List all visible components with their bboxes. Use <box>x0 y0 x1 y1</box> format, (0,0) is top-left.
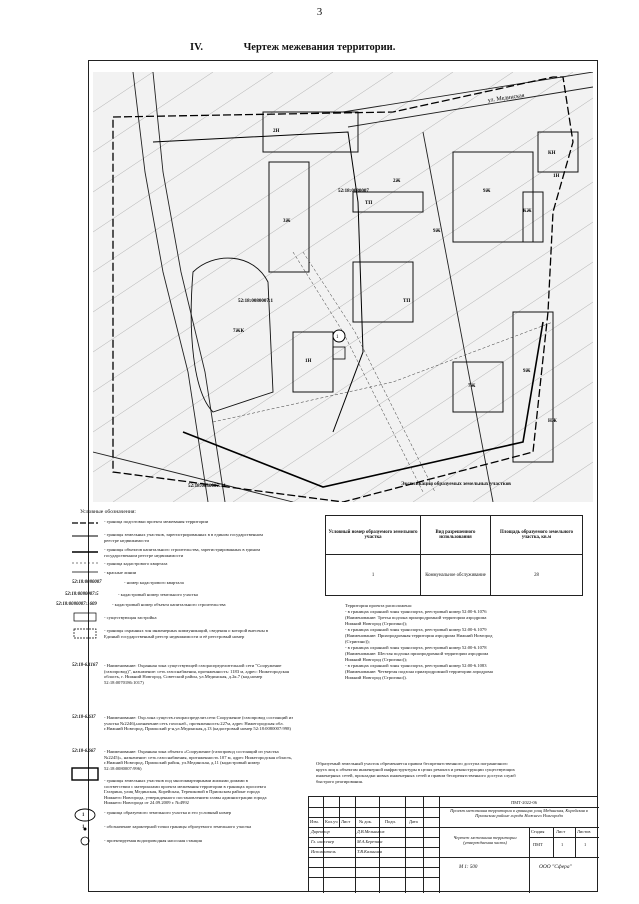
section-number: IV. <box>190 42 203 53</box>
legend-code: 52:18-6.667 <box>72 749 96 754</box>
stamp-col-header: Подп. <box>385 819 396 824</box>
note-line: Территория проекта расположена: <box>345 603 413 608</box>
legend-code: 52:18:0080007 <box>72 580 102 585</box>
legend-item: - границы земельных участков, зарегистрированных в в едином государственном реестре недвижимости <box>104 532 263 543</box>
zone-label: ТП <box>365 201 373 206</box>
legend-item: - Наименование: Охранная зона объекта «Сооружение (газопровод состоящий из участка №2245)», назначение: сеть газоснабжения, протяженность 107 м, адрес Нижегородская область, г.Нижний Новгород, Приокский район, ул.Мединская, д.11 (кадастровый номер 52:18:0080007:996) <box>104 749 293 771</box>
explication-header: Вид разрешенного использования <box>421 516 491 555</box>
note-line: (Наименование: Третья подзона приаэродромной территории аэродрома <box>345 615 487 620</box>
legend-code: 52:18:0080007:5 <box>65 592 99 597</box>
stamp-code: ПМТ-2022-06 <box>511 800 537 805</box>
zone-label: 2Н <box>273 129 280 134</box>
legend-item: - граница кадастрового квартала <box>104 561 168 566</box>
note-line: инженерных сетей, прокладки новых инженерных сетей и правом беспрепятственного доступа служб <box>316 773 516 778</box>
legend-item: - красные линии <box>104 570 137 575</box>
zone-label: НЖ <box>548 419 557 424</box>
stamp-role: Гл. инженер <box>311 839 335 844</box>
note-line: Образуемый земельный участок обременяется правом беспрепятственного доступа пограничного <box>316 761 508 766</box>
legend-item: - границы объектов капитального строительства, зарегистрированных в едином государственном реестре недвижимости <box>104 547 261 558</box>
stamp-stage-label: Стадия <box>531 829 545 834</box>
site-number: 1 <box>336 335 339 340</box>
note-line: круга лиц к объектам инженерной инфраструктуры в целях ремонта и реконструкции существующих <box>316 767 515 772</box>
note-line: (Наименование: Приаэродромная территория аэродрома Нижний Новгород <box>345 633 493 638</box>
stamp-col-header: Кол.уч <box>325 819 338 824</box>
zone-label: КЖ <box>523 209 532 214</box>
zone-label: 1Н <box>553 174 560 179</box>
explication-cell: 1 <box>326 555 421 596</box>
street-label: ул. Мединская <box>487 92 525 104</box>
stamp-col-header: № док. <box>359 819 372 824</box>
explication-cell: Коммунальное обслуживание <box>421 555 491 596</box>
stamp-sheets-value: 1 <box>584 842 587 847</box>
cadastral-quarter-label: 52:18:0080007 <box>338 189 369 194</box>
stamp-name: Т.В.Калинина <box>357 849 383 854</box>
zone-label: 7ЖК <box>233 329 245 334</box>
stamp-drawing-title: Чертеж межевания территории (утверждаемая часть) <box>453 835 517 845</box>
zone-label: 2Ж <box>393 179 401 184</box>
zone-label: 1Н <box>305 359 312 364</box>
legend-item: - границы земельных участков под многоквартирными жилыми домами в соответствии с материалами проекта межевания территории в границах проспекта Гагарина, улиц Мединская, Корейская, Терешковой в Приокском районе города Нижнего Новгорода, утвержденного постановлением главы администрации города Нижнего Новгорода от 24.09.2009 г. №4992 <box>104 778 267 806</box>
section-heading <box>190 42 395 53</box>
section-title: Чертеж межевания территории. <box>243 42 396 53</box>
explication-title: Экспликация образуемых земельных участков <box>401 481 511 487</box>
zone-label: 9Ж <box>523 369 531 374</box>
explication-cell: 28 <box>490 555 582 596</box>
legend-item: - граница подготовки проекта межевания территории <box>104 519 209 524</box>
note-line: (Наименование: Четвертая подзона приаэродромной территории аэродрома <box>345 669 493 674</box>
stamp-role: Директор <box>311 829 330 834</box>
note-line: - в границах охранной зоны транспорта, реестровый номер 52:00-6.1083 <box>345 663 487 668</box>
legend-code: 52:18:0080007:1609 <box>56 602 97 607</box>
map-drawing <box>93 72 593 502</box>
stamp-project-title: Проект межевания территории в границах улиц Мединская, Корейская в Приокском районе города Нижнего Новгорода <box>450 808 588 818</box>
legend-item: - Наименование: Охр.зона существ.газораспределит.сети Сооружение (газопровод состоящий из участка №2246),назначение:сеть газоснаб., протяженность:227м, адрес Нижегородская обл. г.Нижний Новгород, Приокский р-н,ул.Мединская,д.13 (кадастровый номер 52:18:0080007:998) <box>104 715 294 732</box>
zone-label: 3Ж <box>283 219 291 224</box>
territory-note <box>345 603 585 681</box>
note-line: (Стригино)); <box>345 639 370 644</box>
stamp-name: М.А.Березина <box>357 839 383 844</box>
legend-title: Условные обозначения: <box>80 509 136 515</box>
legend-code: 52:18-6.637 <box>72 715 96 720</box>
zone-label: 9Ж <box>433 229 441 234</box>
note-line: (Наименование: Шестая подзона приаэродромной территории аэродрома <box>345 651 489 656</box>
note-line: Нижний Новгород (Стригино)). <box>345 675 407 680</box>
explication-header: Площадь образуемого земельного участка, кв.м <box>490 516 582 555</box>
zone-label: ТП <box>403 299 411 304</box>
page-number: 3 <box>316 6 323 18</box>
legend-item: - границы охранных зон инженерных коммуникаций, сведения о которой внесены в Единый государственный реестр недвижимости и её реестровый номер <box>104 628 269 639</box>
note-line: Нижний Новгород (Стригино)); <box>345 621 408 626</box>
legend-point-symbol-number: 1 <box>82 825 85 830</box>
note-line: - в границах охранной зоны транспорта, реестровый номер 52:00-6.1076 <box>345 609 487 614</box>
stamp-sheet-value: 1 <box>561 842 564 847</box>
table-row <box>326 555 583 596</box>
zone-label: 9Ж <box>483 189 491 194</box>
note-line: - в границах охранной зоны транспорта, реестровый номер 52:00-6.1078 <box>345 645 487 650</box>
stamp-role: Исполнитель <box>311 849 336 854</box>
legend-item: - граница образуемого земельного участка и его условный номер <box>104 810 232 815</box>
stamp-col-header: Лист <box>341 819 351 824</box>
note-line: Нижний Новгород (Стригино)); <box>345 657 408 662</box>
zone-label: 7Ж <box>468 384 476 389</box>
explication-header: Условный номер образуемого земельного участка <box>326 516 421 555</box>
stamp-col-header: Дата <box>409 819 418 824</box>
zone-label: КН <box>548 151 556 156</box>
legend-parcel-symbol-number: 1 <box>82 813 85 818</box>
note-line: быстрого реагирования. <box>316 779 364 784</box>
legend-code: 52:18-6.1167 <box>72 663 98 668</box>
easement-note <box>316 761 591 785</box>
survey-map <box>93 72 593 502</box>
legend-item: - существующая застройка <box>104 615 157 620</box>
stamp-name: Д.В.Мельников <box>357 829 385 834</box>
parcel-34-label: 52:18:0080007:34 <box>188 484 226 489</box>
legend-item: - Наименование: Охранная зона существующей газораспределительной сети "Сооружение (газопровод)", назначение: сеть газоснабжения, протяженность: 1183 м, адрес: Нижегородская область, г. Нижний Новгород, Советский район, ул.Мединская, д.2к.7 (кад.номер 52:18:0070186:1017) <box>104 663 289 685</box>
legend-item: - кадастровый номер объекта капитального строительства <box>112 602 226 607</box>
parcel-1-label: 52:18:0080007:1 <box>238 299 273 304</box>
stamp-stage-value: ПМТ <box>533 842 543 847</box>
stamp-sheets-label: Листов <box>577 829 591 834</box>
explication-table <box>325 515 583 596</box>
legend-item: - номер кадастрового квартала <box>124 580 184 585</box>
stamp-col-header: Изм. <box>310 819 319 824</box>
legend-item: - проектируемая водопроводная насосная станция <box>104 838 202 843</box>
legend-item: - обозначение характерной точки границы образуемого земельного участка <box>104 824 252 829</box>
stamp-scale: М 1: 500 <box>459 865 478 870</box>
legend-symbols <box>70 516 100 846</box>
title-block <box>308 796 598 892</box>
stamp-sheet-label: Лист <box>556 829 566 834</box>
legend-item: - кадастровый номер земельного участка <box>118 592 198 597</box>
note-line: - в границах охранной зоны транспорта, реестровый номер 52:00-6.1079 <box>345 627 487 632</box>
stamp-company: ООО "Сфера" <box>539 864 572 870</box>
